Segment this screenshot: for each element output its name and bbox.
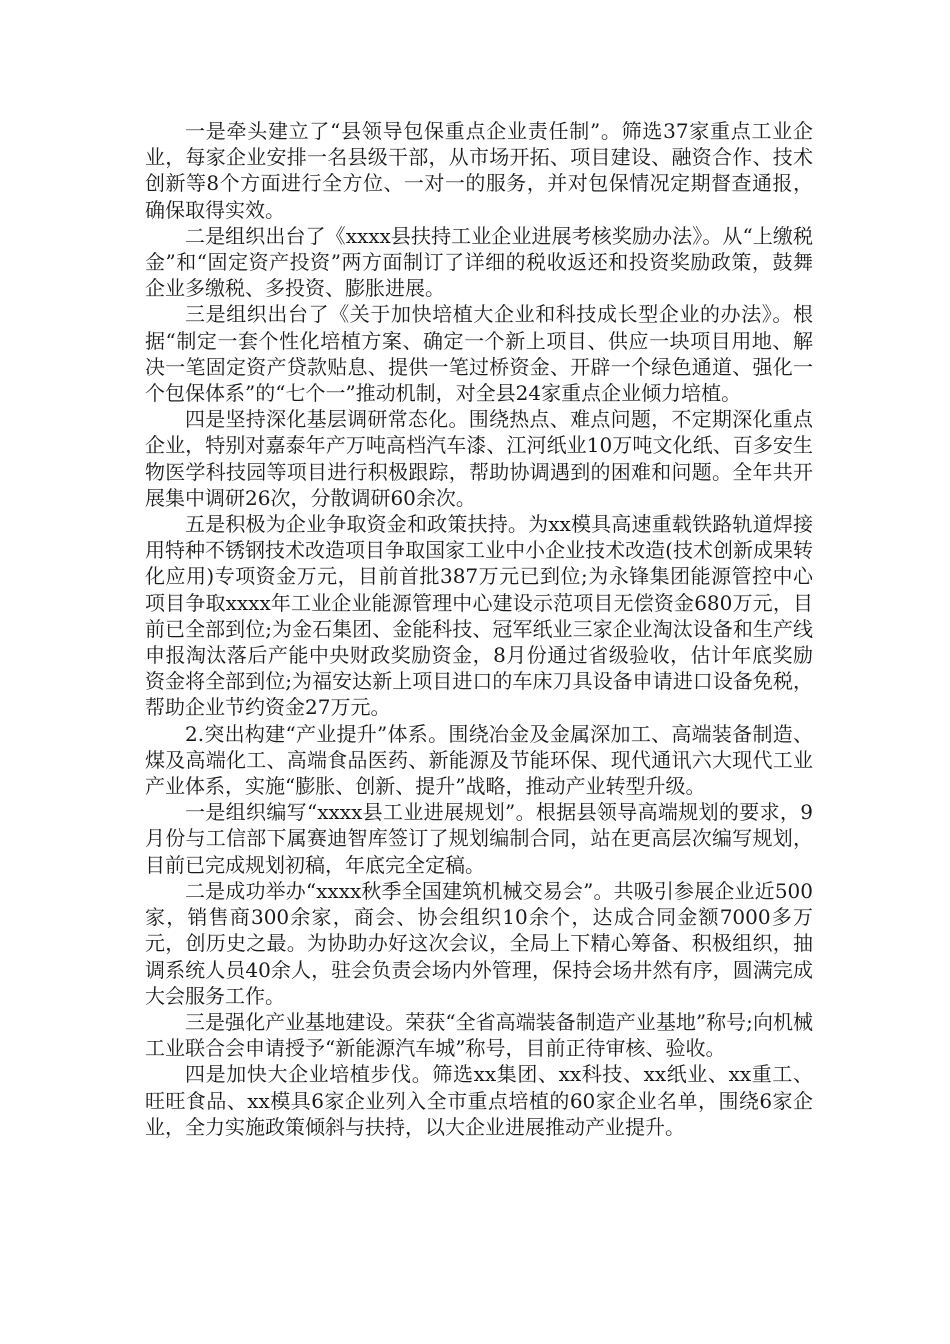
document-body	[145, 118, 813, 1140]
paragraph: 五是积极为企业争取资金和政策扶持。为xx模具高速重载铁路轨道焊接用特种不锈钢技术改造项目争取国家工业中小企业技术改造(技术创新成果转化应用)专项资金万元，目前首批387万元已到位;为永锋集团能源管控中心项目争取xxxx年工业企业能源管理中心建设示范项目无偿资金680万元，目前已全部到位;为金石集团、金能科技、冠军纸业三家企业淘汰设备和生产线申报淘汰落后产能中央财政奖励资金，8月份通过省级验收，估计年底奖励资金将全部到位;为福安达新上项目进口的车床刀具设备申请进口设备免税，帮助企业节约资金27万元。	[145, 512, 813, 720]
paragraph: 三是组织出台了《关于加快培植大企业和科技成长型企业的办法》。根据“制定一套个性化培植方案、确定一个新上项目、供应一块项目用地、解决一笔固定资产贷款贴息、提供一笔过桥资金、开辟一个绿色通道、强化一个包保体系”的“七个一”推动机制，对全县24家重点企业倾力培植。	[145, 302, 813, 406]
paragraph: 一是牵头建立了“县领导包保重点企业责任制”。筛选37家重点工业企业，每家企业安排一名县级干部，从市场开拓、项目建设、融资合作、技术创新等8个方面进行全方位、一对一的服务，并对包保情况定期督查通报，确保取得实效。	[145, 119, 813, 222]
paragraph: 一是组织编写“xxxx县工业进展规划”。根据县领导高端规划的要求，9月份与工信部下属赛迪智库签订了规划编制合同，站在更高层次编写规划，目前已完成规划初稿，年底完全定稿。	[145, 800, 813, 877]
paragraph: 四是坚持深化基层调研常态化。围绕热点、难点问题，不定期深化重点企业，特别对嘉泰年产万吨高档汽车漆、江河纸业10万吨文化纸、百多安生物医学科技园等项目进行积极跟踪，帮助协调遇到的困难和问题。全年共开展集中调研26次，分散调研60余次。	[145, 407, 813, 510]
paragraph: 二是组织出台了《xxxx县扶持工业企业进展考核奖励办法》。从“上缴税金”和“固定资产投资”两方面制订了详细的税收返还和投资奖励政策，鼓舞企业多缴税、多投资、膨胀进展。	[145, 223, 813, 301]
paragraph: 四是加快大企业培植步伐。筛选xx集团、xx科技、xx纸业、xx重工、旺旺食品、xx模具6家企业列入全市重点培植的60家企业名单，围绕6家企业，全力实施政策倾斜与扶持，以大企业进展推动产业提升。	[145, 1062, 813, 1139]
paragraph: 三是强化产业基地建设。荣获“全省高端装备制造产业基地”称号;向机械工业联合会申请授予“新能源汽车城”称号，目前正待审核、验收。	[145, 1009, 813, 1061]
paragraph: 2.突出构建“产业提升”体系。围绕冶金及金属深加工、高端装备制造、煤及高端化工、高端食品医药、新能源及节能环保、现代通讯六大现代工业产业体系，实施“膨胀、创新、提升”战略，推动产业转型升级。	[145, 721, 813, 799]
paragraph: 二是成功举办“xxxx秋季全国建筑机械交易会”。共吸引参展企业近500家，销售商300余家，商会、协会组织10余个，达成合同金额7000多万元，创历史之最。为协助办好这次会议，全局上下精心筹备、积极组织，抽调系统人员40余人，驻会负责会场内外管理，保持会场井然有序，圆满完成大会服务工作。	[145, 878, 813, 1008]
